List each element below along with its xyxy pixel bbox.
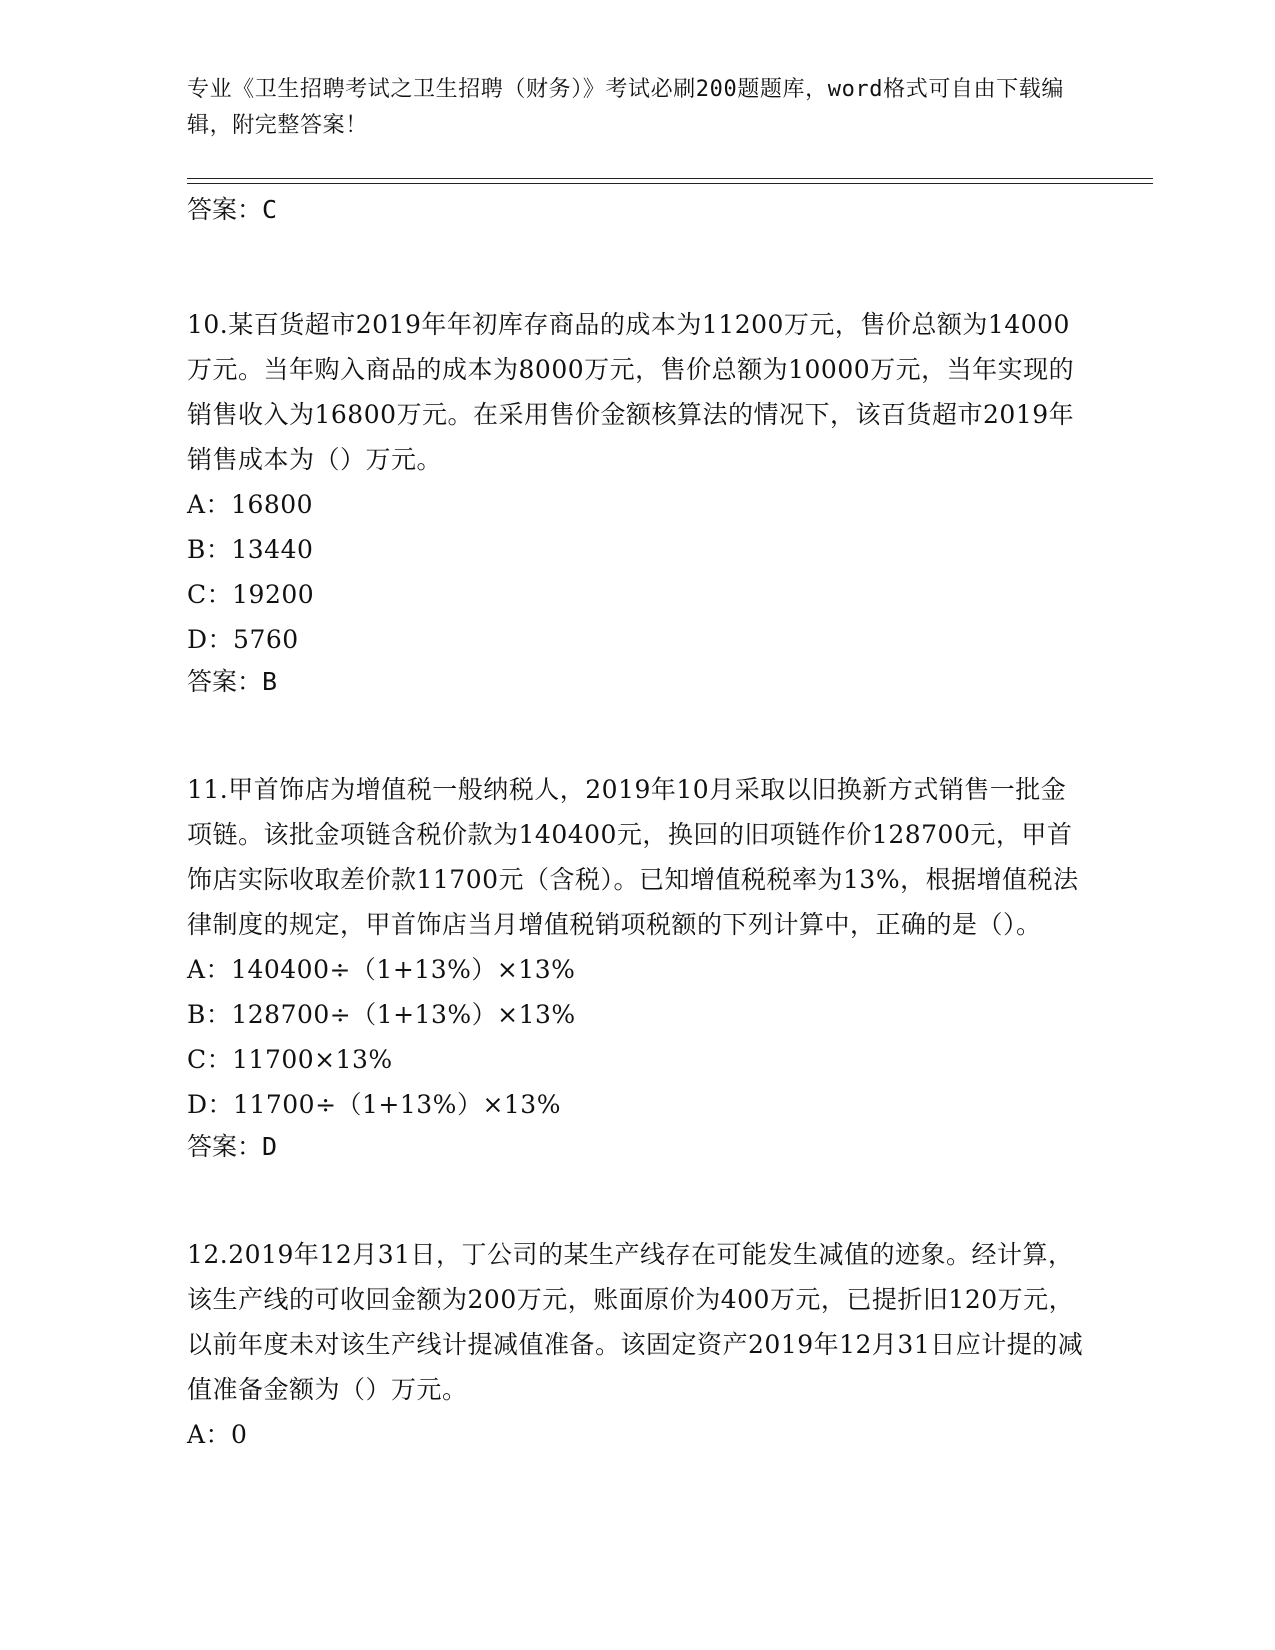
option-c: C：11700×13% <box>187 1045 393 1074</box>
header-divider <box>187 178 1153 179</box>
answer-label: 答案：D <box>187 1132 278 1161</box>
option-b: B：13440 <box>187 535 314 564</box>
option-a: A：140400÷（1+13%）×13% <box>187 955 576 984</box>
question-text: 12.2019年12月31日，丁公司的某生产线存在可能发生减值的迹象。经计算，该生产线的可收回金额为200万元，账面原价为400万元，已提折旧120万元，以前年度未对该生产线计提减值准备。该固定资产2019年12月31日应计提的减值准备金额为（）万元。 <box>187 1240 1084 1404</box>
option-c: C：19200 <box>187 580 315 609</box>
answer-label: 答案：C <box>187 195 278 224</box>
option-d: D：11700÷（1+13%）×13% <box>187 1090 561 1119</box>
option-a: A：16800 <box>187 490 314 519</box>
document-header: 专业《卫生招聘考试之卫生招聘（财务）》考试必刷200题题库，word格式可自由下载编辑，附完整答案！ <box>187 77 1064 138</box>
header-divider <box>187 183 1153 184</box>
option-d: D：5760 <box>187 625 299 654</box>
option-a: A：0 <box>187 1420 248 1449</box>
option-b: B：128700÷（1+13%）×13% <box>187 1000 576 1029</box>
answer-label: 答案：B <box>187 667 278 696</box>
document-body <box>187 190 1087 1457</box>
question-text: 10.某百货超市2019年年初库存商品的成本为11200万元，售价总额为14000万元。当年购入商品的成本为8000万元，售价总额为10000万元，当年实现的销售收入为16800万元。在采用售价金额核算法的情况下，该百货超市2019年销售成本为（）万元。 <box>187 310 1075 474</box>
question-text: 11.甲首饰店为增值税一般纳税人，2019年10月采取以旧换新方式销售一批金项链。该批金项链含税价款为140400元，换回的旧项链作价128700元，甲首饰店实际收取差价款11700元（含税）。已知增值税税率为13%，根据增值税法律制度的规定，甲首饰店当月增值税销项税额的下列计算中，正确的是（）。 <box>187 775 1079 939</box>
